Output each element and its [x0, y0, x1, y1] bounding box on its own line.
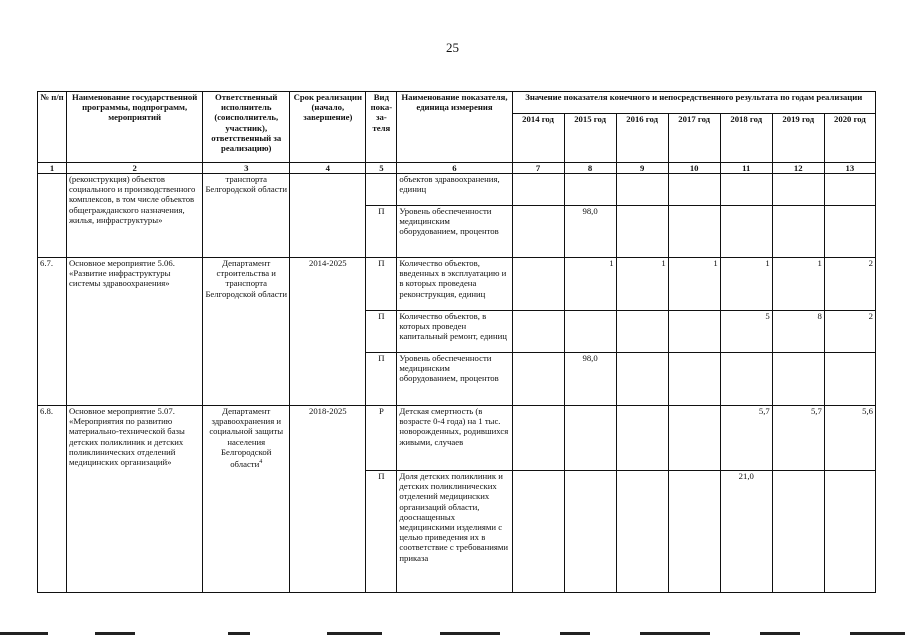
value-cell	[824, 353, 875, 406]
header-year: 2019 год	[772, 114, 824, 163]
value-cell	[824, 174, 875, 206]
header-year: 2020 год	[824, 114, 875, 163]
measure-name: (реконструкция) объектов социального и производственного комплексов, в том числе объектов общегражданского назначения, жилья, инфраструктуры»	[67, 174, 203, 258]
value-cell	[616, 471, 668, 593]
indicator-type	[366, 174, 397, 206]
value-cell: 1	[720, 258, 772, 311]
header-indicator-type: Вид пока-за-теля	[366, 92, 397, 163]
indicator-name: Уровень обеспеченности медицинским оборудованием, процентов	[397, 353, 512, 406]
value-cell: 5,7	[720, 406, 772, 471]
value-cell	[616, 311, 668, 353]
scan-edge-line	[440, 632, 500, 635]
header-indicator-name: Наименование показателя, единица измерения	[397, 92, 512, 163]
indicator-name: Уровень обеспеченности медицинским оборудованием, процентов	[397, 206, 512, 258]
scan-edge-line	[228, 632, 250, 635]
value-cell: 98,0	[564, 206, 616, 258]
value-cell: 1	[772, 258, 824, 311]
value-cell: 98,0	[564, 353, 616, 406]
scan-edge-line	[327, 632, 382, 635]
value-cell: 5,6	[824, 406, 875, 471]
header-num: № п/п	[38, 92, 67, 163]
scan-edge-line	[760, 632, 800, 635]
measure-name: Основное мероприятие 5.06. «Развитие инфраструктуры системы здравоохранения»	[67, 258, 203, 406]
value-cell	[512, 353, 564, 406]
header-responsible: Ответственный исполнитель (соисполнитель, участник), ответственный за реализацию)	[203, 92, 290, 163]
column-number: 7	[512, 163, 564, 174]
value-cell: 5,7	[772, 406, 824, 471]
table-row	[38, 174, 876, 206]
value-cell: 2	[824, 258, 875, 311]
indicator-name: Доля детских поликлиник и детских поликлинических отделений медицинских организаций области, дооснащенных медицинскими изделиями с целью приведения их в соответствие с требованиями приказа	[397, 471, 512, 593]
column-number: 3	[203, 163, 290, 174]
value-cell: 2	[824, 311, 875, 353]
column-number: 8	[564, 163, 616, 174]
value-cell: 1	[564, 258, 616, 311]
scan-edge-line	[560, 632, 590, 635]
page-number: 25	[446, 40, 459, 55]
responsible-org	[203, 406, 290, 593]
scan-edge-line	[95, 632, 135, 635]
indicator-type: П	[366, 258, 397, 311]
value-cell	[824, 471, 875, 593]
value-cell	[772, 353, 824, 406]
scan-edge-line	[0, 632, 48, 635]
table-header-row	[38, 92, 876, 114]
column-number: 2	[67, 163, 203, 174]
value-cell	[512, 206, 564, 258]
value-cell	[668, 206, 720, 258]
header-year: 2015 год	[564, 114, 616, 163]
indicator-type: П	[366, 206, 397, 258]
value-cell	[512, 258, 564, 311]
column-number: 9	[616, 163, 668, 174]
responsible-org: Департамент строительства и транспорта Белгородской области	[203, 258, 290, 406]
column-number-row	[38, 163, 876, 174]
measure-name: Основное мероприятие 5.07. «Мероприятия по развитию материально-технической базы детских поликлиник и детских поликлинических отделений медицинских организаций»	[67, 406, 203, 593]
value-cell	[512, 311, 564, 353]
column-number: 12	[772, 163, 824, 174]
period: 2018-2025	[290, 406, 366, 593]
row-num	[38, 174, 67, 258]
indicator-name: объектов здравоохранения, единиц	[397, 174, 512, 206]
value-cell	[668, 174, 720, 206]
value-cell	[772, 206, 824, 258]
value-cell: 8	[772, 311, 824, 353]
row-num: 6.7.	[38, 258, 67, 406]
column-number: 10	[668, 163, 720, 174]
period: 2014-2025	[290, 258, 366, 406]
value-cell	[512, 471, 564, 593]
period	[290, 174, 366, 258]
value-cell	[720, 174, 772, 206]
value-cell	[512, 174, 564, 206]
indicator-type: П	[366, 471, 397, 593]
header-year: 2016 год	[616, 114, 668, 163]
value-cell	[668, 353, 720, 406]
table-row	[38, 258, 876, 311]
value-cell	[720, 353, 772, 406]
value-cell	[616, 206, 668, 258]
value-cell	[512, 406, 564, 471]
value-cell	[720, 206, 772, 258]
indicator-name: Детская смертность (в возрасте 0-4 года) на 1 тыс. новорожденных, родившихся живыми, случаев	[397, 406, 512, 471]
footnote-marker: 4	[259, 459, 263, 466]
value-cell: 1	[616, 258, 668, 311]
value-cell: 21,0	[720, 471, 772, 593]
header-values-group: Значение показателя конечного и непосредственного результата по годам реализации	[512, 92, 875, 114]
column-number: 5	[366, 163, 397, 174]
indicator-name: Количество объектов, введенных в эксплуатацию и в которых проведена реконструкция, единиц	[397, 258, 512, 311]
indicator-type: Р	[366, 406, 397, 471]
header-year: 2014 год	[512, 114, 564, 163]
value-cell	[668, 471, 720, 593]
responsible-org: транспорта Белгородской области	[203, 174, 290, 258]
value-cell	[772, 471, 824, 593]
column-number: 1	[38, 163, 67, 174]
column-number: 6	[397, 163, 512, 174]
value-cell: 5	[720, 311, 772, 353]
value-cell	[668, 311, 720, 353]
header-name: Наименование государственной программы, подпрограмм, мероприятий	[67, 92, 203, 163]
value-cell	[668, 406, 720, 471]
value-cell	[564, 406, 616, 471]
value-cell	[564, 471, 616, 593]
value-cell	[824, 206, 875, 258]
scan-edge-line	[850, 632, 905, 635]
table-row	[38, 406, 876, 471]
scan-edge-line	[640, 632, 710, 635]
indicator-type: П	[366, 311, 397, 353]
value-cell	[564, 311, 616, 353]
indicator-type: П	[366, 353, 397, 406]
value-cell	[616, 174, 668, 206]
value-cell: 1	[668, 258, 720, 311]
responsible-org-text: Департамент здравоохранения и социальной защиты населения Белгородской области	[209, 406, 284, 469]
value-cell	[564, 174, 616, 206]
row-num: 6.8.	[38, 406, 67, 593]
header-period: Срок реализации (начало, завершение)	[290, 92, 366, 163]
column-number: 13	[824, 163, 875, 174]
indicator-table	[37, 91, 876, 593]
column-number: 11	[720, 163, 772, 174]
value-cell	[616, 406, 668, 471]
header-year: 2017 год	[668, 114, 720, 163]
value-cell	[772, 174, 824, 206]
header-year: 2018 год	[720, 114, 772, 163]
indicator-name: Количество объектов, в которых проведен капитальный ремонт, единиц	[397, 311, 512, 353]
value-cell	[616, 353, 668, 406]
column-number: 4	[290, 163, 366, 174]
